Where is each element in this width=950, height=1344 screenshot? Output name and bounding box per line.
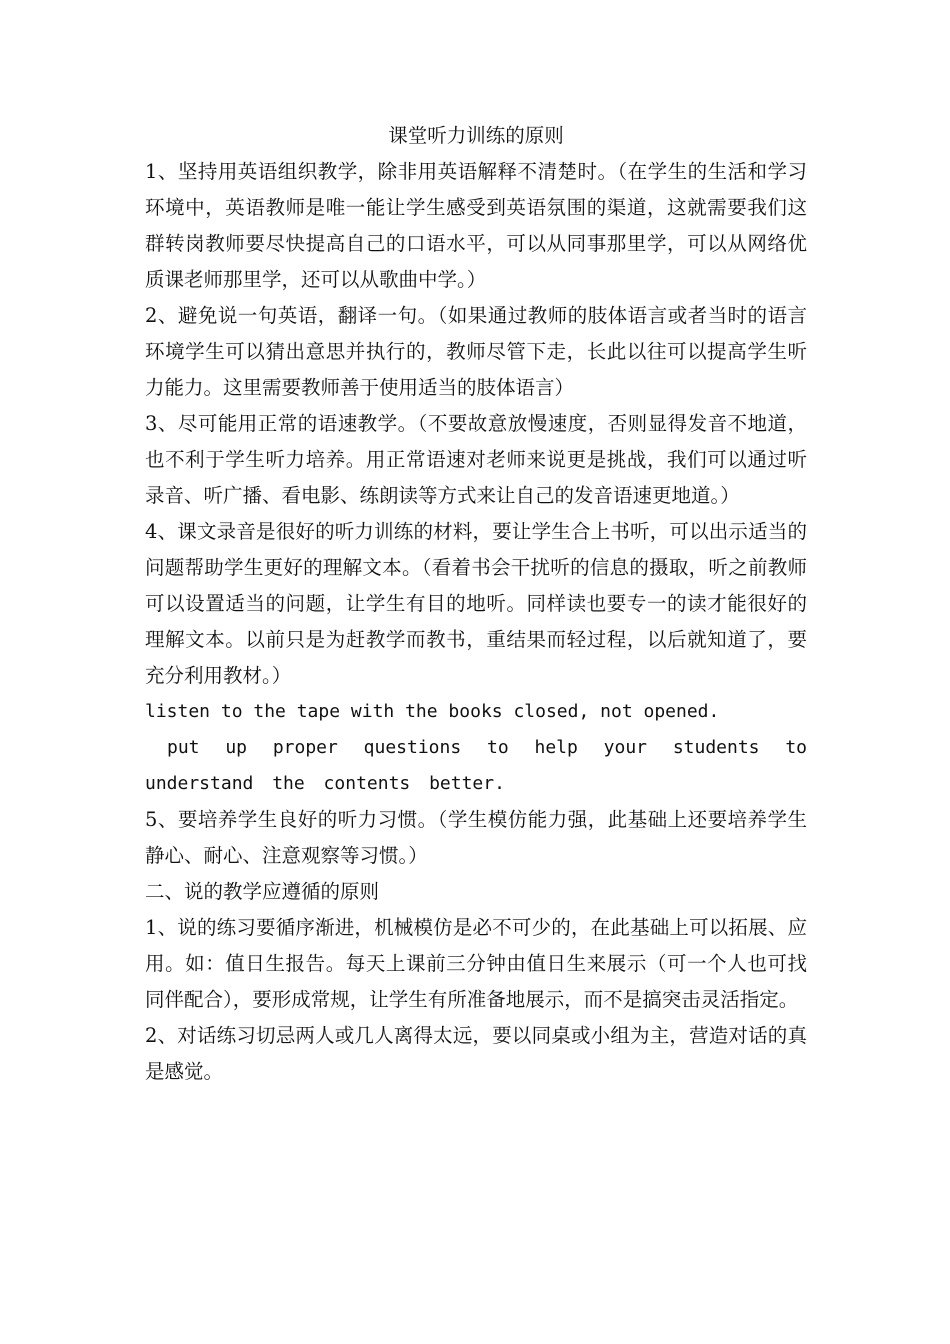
paragraph-listening-5: 5、要培养学生良好的听力习惯。（学生模仿能力强，此基础上还要培养学生静心、耐心、注意观察等习惯。） [145,808,807,867]
paragraph-listening-1: 1、坚持用英语组织教学，除非用英语解释不清楚时。（在学生的生活和学习环境中，英语教师是唯一能让学生感受到英语氛围的渠道，这就需要我们这群转岗教师要尽快提高自己的口语水平，可以从同事那里学，可以从网络优质课老师那里学，还可以从歌曲中学。） [145,160,807,291]
paragraph-speaking-1: 1、说的练习要循序渐进，机械模仿是必不可少的，在此基础上可以拓展、应用。如：值日生报告。每天上课前三分钟由值日生来展示（可一个人也可找同伴配合），要形成常规，让学生有所准备地展示，而不是搞突击灵活指定。 [145,916,807,1011]
paragraph-listening-2: 2、避免说一句英语，翻译一句。（如果通过教师的肢体语言或者当时的语言环境学生可以猜出意思并执行的，教师尽管下走，长此以往可以提高学生听力能力。这里需要教师善于使用适当的肢体语言） [145,304,807,399]
document-body [145,118,807,1090]
english-sentence-1: listen to the tape with the books closed, not opened. [145,701,720,722]
document-title: 课堂听力训练的原则 [388,124,564,147]
english-sentence-2: put up proper questions to help your students to understand the contents better. [145,737,807,794]
section-heading-speaking: 二、说的教学应遵循的原则 [145,880,380,903]
paragraph-speaking-2: 2、对话练习切忌两人或几人离得太远，要以同桌或小组为主，营造对话的真是感觉。 [145,1024,807,1083]
paragraph-listening-4: 4、课文录音是很好的听力训练的材料，要让学生合上书听，可以出示适当的问题帮助学生更好的理解文本。（看着书会干扰听的信息的摄取，听之前教师可以设置适当的问题，让学生有目的地听。同样读也要专一的读才能很好的理解文本。以前只是为赶教学而教书，重结果而轻过程，以后就知道了，要充分利用教材。） [145,520,807,687]
paragraph-listening-3: 3、尽可能用正常的语速教学。（不要故意放慢速度，否则显得发音不地道，也不利于学生听力培养。用正常语速对老师来说更是挑战，我们可以通过听录音、听广播、看电影、练朗读等方式来让自己的发音语速更地道。） [145,412,807,507]
